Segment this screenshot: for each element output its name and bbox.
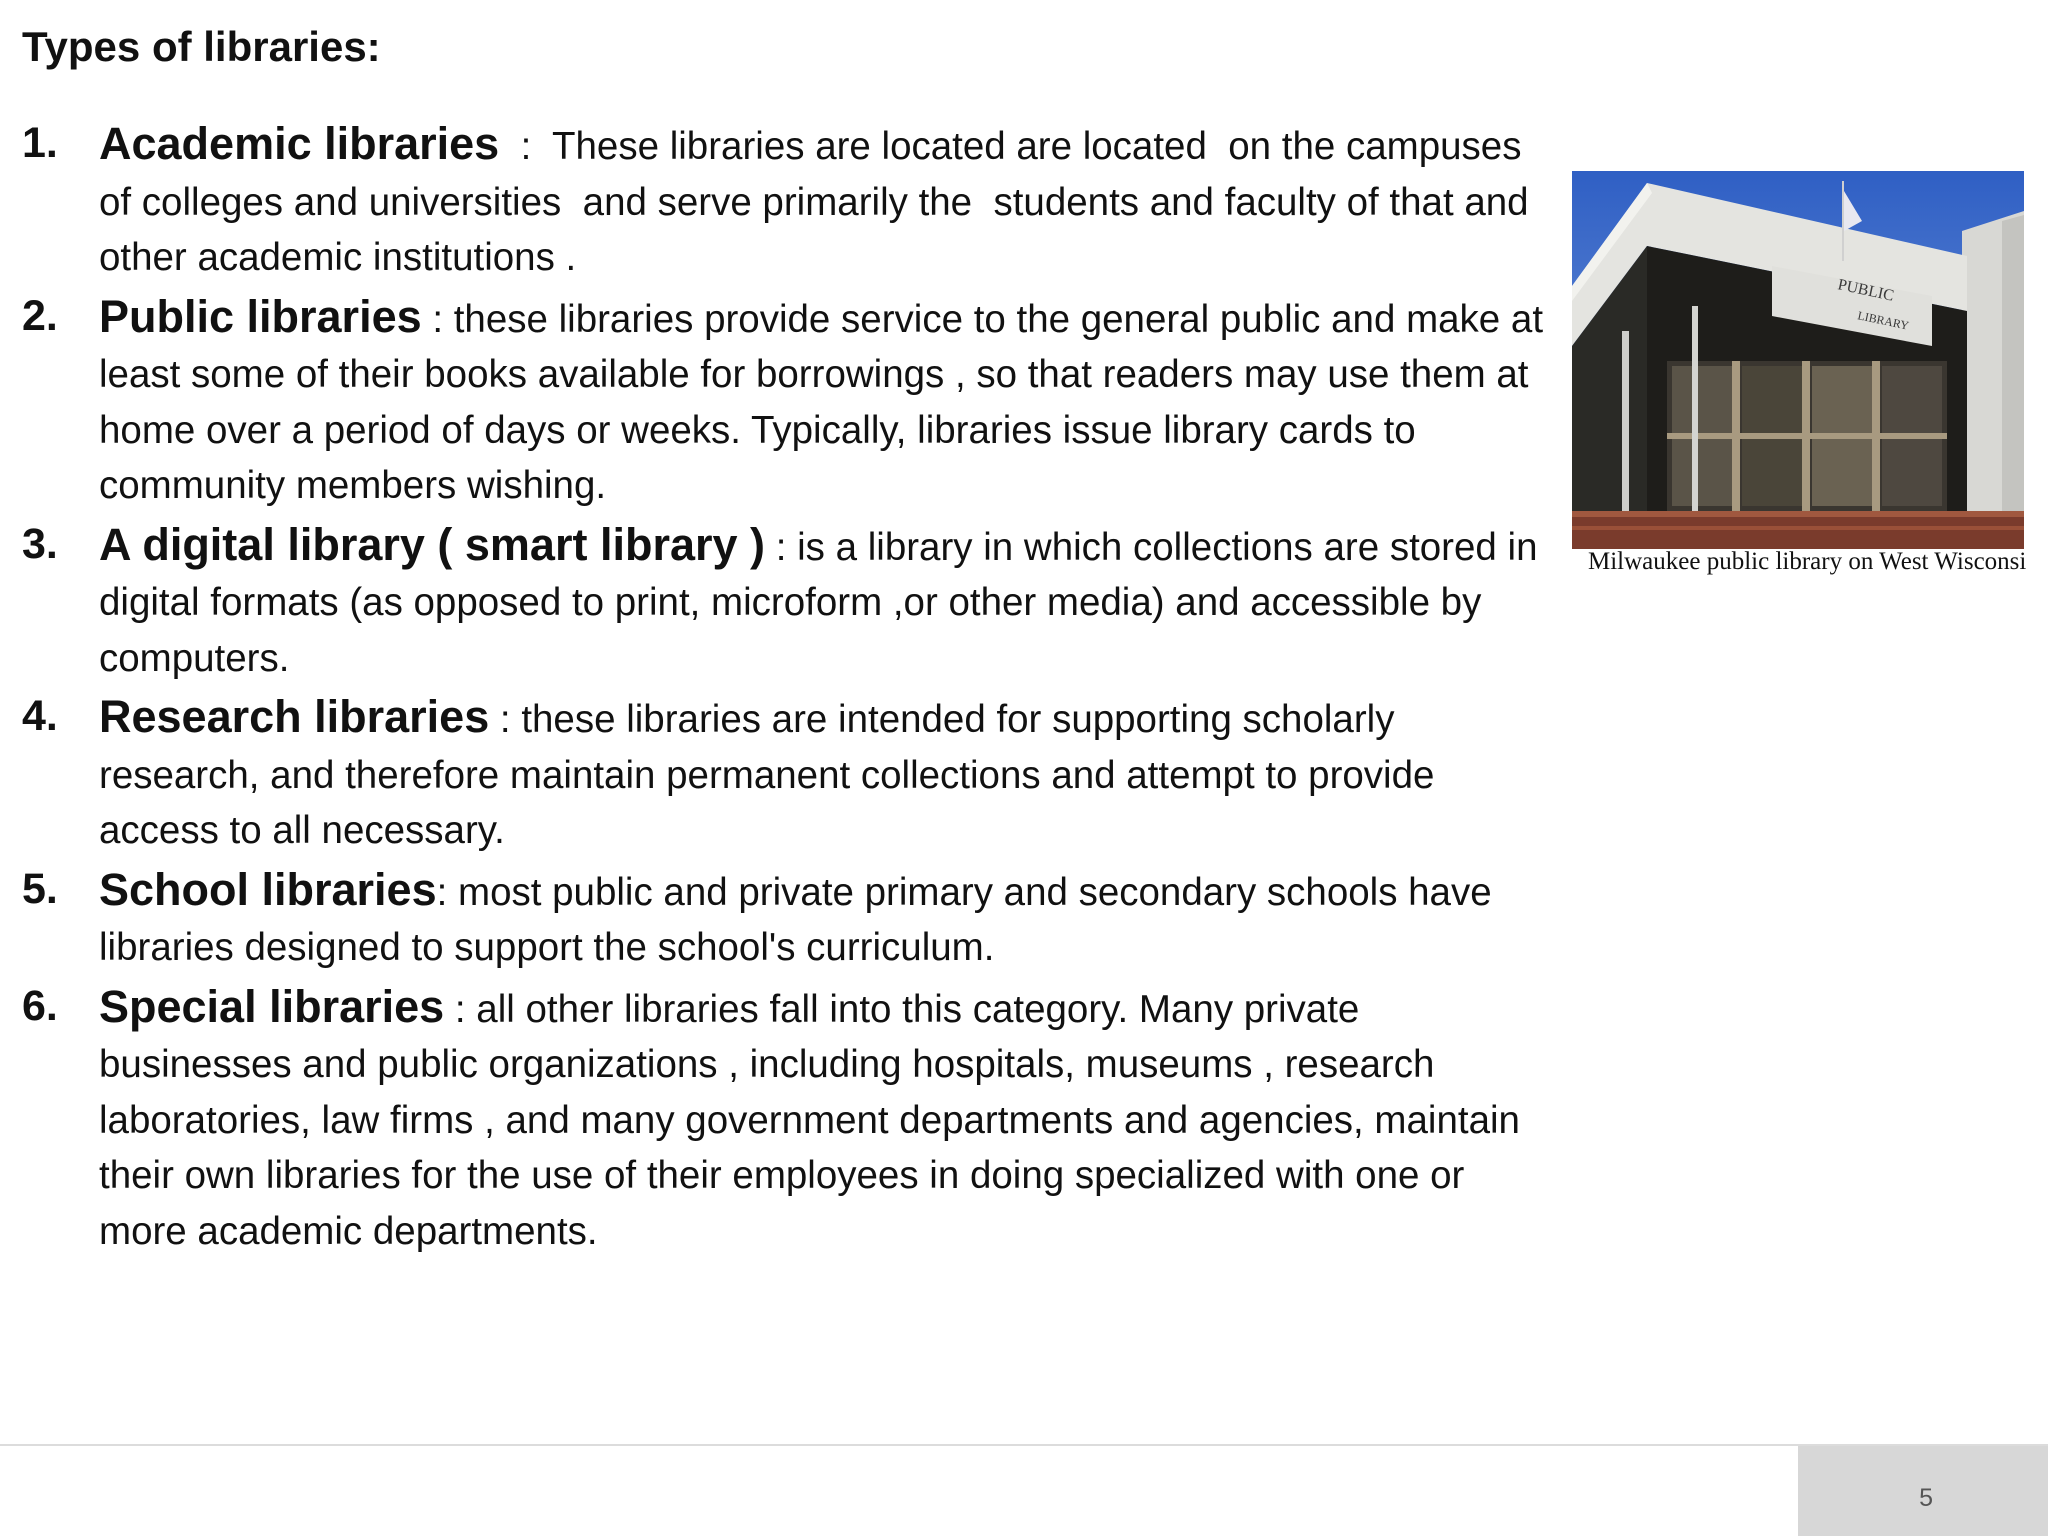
item-description: : These libraries are located are located on the campuses of colleges and universities and serve primarily the students and faculty of that and other academic institutions . (99, 125, 1540, 279)
item-number: 6. (22, 981, 58, 1030)
item-term: Academic libraries (99, 118, 500, 169)
item-description: : these libraries provide service to the general public and make at least some of their books available for borrowings , so that readers may use them at home over a period of days or weeks. Typically, libraries issue library cards to community members wishing. (99, 297, 1544, 507)
sign-text: LIBRARY (1856, 308, 1911, 333)
list-item-school (22, 862, 1547, 976)
item-description: : these libraries are intended for supporting scholarly research, and therefore maintain permanent collections and attempt to provide access to all necessary. (99, 698, 1435, 852)
item-number: 5. (22, 864, 58, 913)
item-number: 3. (22, 519, 58, 568)
item-description: : is a library in which collections are stored in digital formats (as opposed to print, microform ,or other media) and accessible by computers. (99, 525, 1538, 680)
list-item-research (22, 689, 1547, 859)
item-term: Public libraries (99, 290, 422, 342)
footer-divider (0, 1444, 2048, 1446)
sign-text: PUBLIC (1836, 276, 1896, 305)
item-term: A digital library ( smart library ) (99, 518, 766, 570)
item-number: 2. (22, 291, 58, 340)
list-item-digital (22, 517, 1547, 687)
item-number: 4. (22, 692, 58, 740)
list-item-special (22, 979, 1547, 1260)
library-types-list (22, 116, 1547, 1262)
item-description: : all other libraries fall into this category. Many private businesses and public organizations , including hospitals, museums , research laboratories, law firms , and many government departments and agencies, maintain their own libraries for the use of their employees in doing specialized with one or more academic departments. (99, 987, 1520, 1253)
item-term: Research libraries (99, 691, 490, 742)
item-term: Special libraries (99, 980, 445, 1032)
library-building-photo (1572, 171, 2024, 549)
slide-title: Types of libraries: (22, 23, 381, 70)
item-number: 1. (22, 119, 58, 167)
list-item-academic (22, 116, 1547, 286)
photo-caption: Milwaukee public library on West Wisconsi (1588, 548, 2027, 575)
item-term: School libraries (99, 863, 437, 915)
list-item-public (22, 289, 1547, 514)
page-number: 5 (1919, 1484, 1933, 1512)
item-description: : most public and private primary and secondary schools have libraries designed to support the school's curriculum. (99, 870, 1492, 969)
